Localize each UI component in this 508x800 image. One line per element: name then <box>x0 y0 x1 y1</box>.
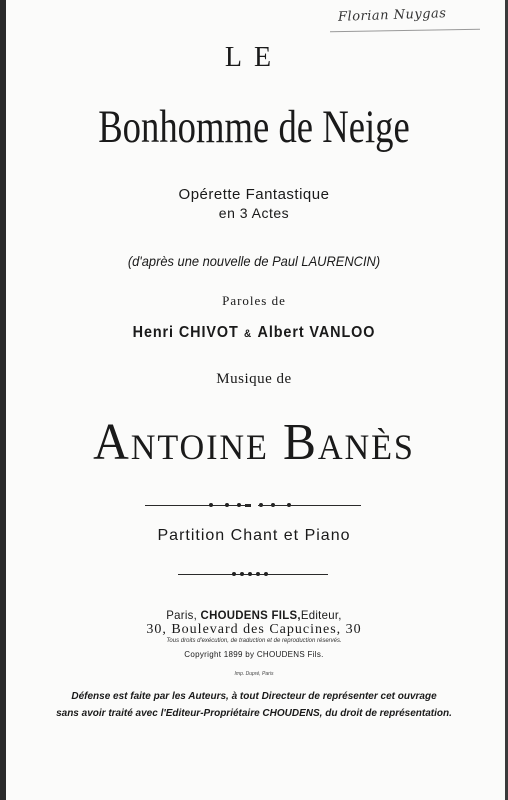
edition-label: Partition Chant et Piano <box>157 527 351 544</box>
copyright-line: Copyright 1899 by CHOUDENS Fils. <box>184 650 324 659</box>
handwritten-signature: Florian Nuygas <box>337 6 447 25</box>
librettist-1: Henri CHIVOT <box>132 324 239 341</box>
lyrics-label: Paroles de <box>222 293 286 308</box>
publisher-line <box>13 608 496 622</box>
source-note: (d'après une nouvelle de Paul LAURENCIN) <box>127 253 381 269</box>
genre-subtitle: Opérette Fantastique <box>178 186 330 203</box>
composer-name: Antoine Banès <box>93 414 415 471</box>
publisher-address: 30, Boulevard des Capucines, 30 <box>146 622 362 637</box>
printer-credit: Imp. Dupré, Paris <box>234 671 274 677</box>
rights-notice: Tous droits d'exécution, de traduction et de reproduction réservés. <box>166 638 342 644</box>
performance-notice-line-1: Défense est faite par les Auteurs, à tout Directeur de représenter cet ouvrage <box>71 691 437 702</box>
title-article: LE <box>224 42 284 73</box>
page-edge-left <box>0 0 6 800</box>
publisher-city: Paris, <box>166 608 198 622</box>
performance-notice-line-2: sans avoir traité avec l'Editeur-Propriétaire CHOUDENS, du droit de représentation. <box>56 708 452 719</box>
signature-underline <box>330 29 480 33</box>
work-title: Bonhomme de Neige <box>98 101 410 153</box>
publisher-name: CHOUDENS FILS, <box>200 608 301 622</box>
ampersand: & <box>244 328 253 340</box>
acts-count: en 3 Actes <box>218 205 290 221</box>
publisher-role: Editeur, <box>300 608 342 622</box>
librettists <box>25 324 482 342</box>
music-label: Musique de <box>216 371 292 387</box>
librettist-2: Albert VANLOO <box>257 324 376 341</box>
